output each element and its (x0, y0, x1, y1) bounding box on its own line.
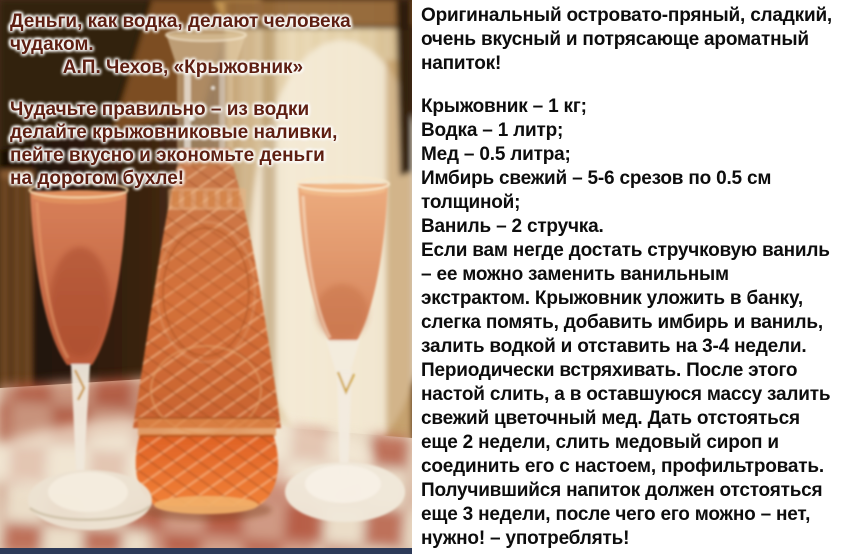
overlay-text-line: чудаком. (10, 34, 94, 55)
recipe-text-line: свежий цветочный мед. Дать отстояться (421, 408, 800, 429)
overlay-text-line: Чудачьте правильно – из водки (10, 99, 310, 120)
recipe-text-line: еще 2 недели, слить медовый сироп и (421, 432, 779, 453)
recipe-text-line: нужно! – употреблять! (421, 528, 630, 549)
recipe-text-line: слегка помять, добавить имбирь и ваниль, (421, 312, 823, 333)
recipe-text-line (421, 76, 863, 95)
recipe-text-line: Мед – 0.5 литра; (421, 144, 571, 165)
recipe-text-line: толщиной; (421, 192, 521, 213)
recipe-text-line: Водка – 1 литр; (421, 120, 564, 141)
overlay-text-line: Деньги, как водка, делают человека (10, 11, 351, 32)
recipe-text-line: очень вкусный и потрясающе ароматный (421, 29, 809, 50)
photo-bottom-strip (0, 548, 412, 554)
recipe-text-line: – ее можно заменить ванильным (421, 264, 729, 285)
recipe-text-line: Оригинальный островато-пряный, сладкий, (421, 5, 833, 26)
recipe-text-line: Периодически встряхивать. После этого (421, 360, 798, 381)
overlay-text-line: делайте крыжовниковые наливки, (10, 122, 338, 143)
recipe-text-line: настой слить, а в оставшуюся массу залить (421, 384, 831, 405)
photo-gooseberry-liqueur (0, 0, 412, 554)
recipe-text-line: Получившийся напиток должен отстояться (421, 480, 823, 501)
recipe-text-line: Крыжовник – 1 кг; (421, 96, 587, 117)
recipe-text-line: Ваниль – 2 стручка. (421, 216, 604, 237)
recipe-text-line: экстрактом. Крыжовник уложить в банку, (421, 288, 803, 309)
recipe-text-line: соединить его с настоем, профильтровать. (421, 456, 824, 477)
recipe-text-line: еще 3 недели, после чего его можно – нет, (421, 504, 811, 525)
photo-overlay-quote (10, 10, 408, 190)
recipe-text-line: Если вам негде достать стручковую ваниль (421, 240, 830, 261)
recipe-text-line: напиток! (421, 53, 502, 74)
overlay-text-line: А.П. Чехов, «Крыжовник» (10, 57, 304, 78)
recipe-panel (412, 0, 863, 554)
recipe-text-line: залить водкой и отставить на 3-4 недели. (421, 336, 807, 357)
overlay-text-line: на дорогом бухле! (10, 168, 185, 189)
recipe-text-line: Имбирь свежий – 5-6 срезов по 0.5 см (421, 168, 772, 189)
overlay-text-line (10, 79, 408, 98)
overlay-text-line: пейте вкусно и экономьте деньги (10, 145, 325, 166)
